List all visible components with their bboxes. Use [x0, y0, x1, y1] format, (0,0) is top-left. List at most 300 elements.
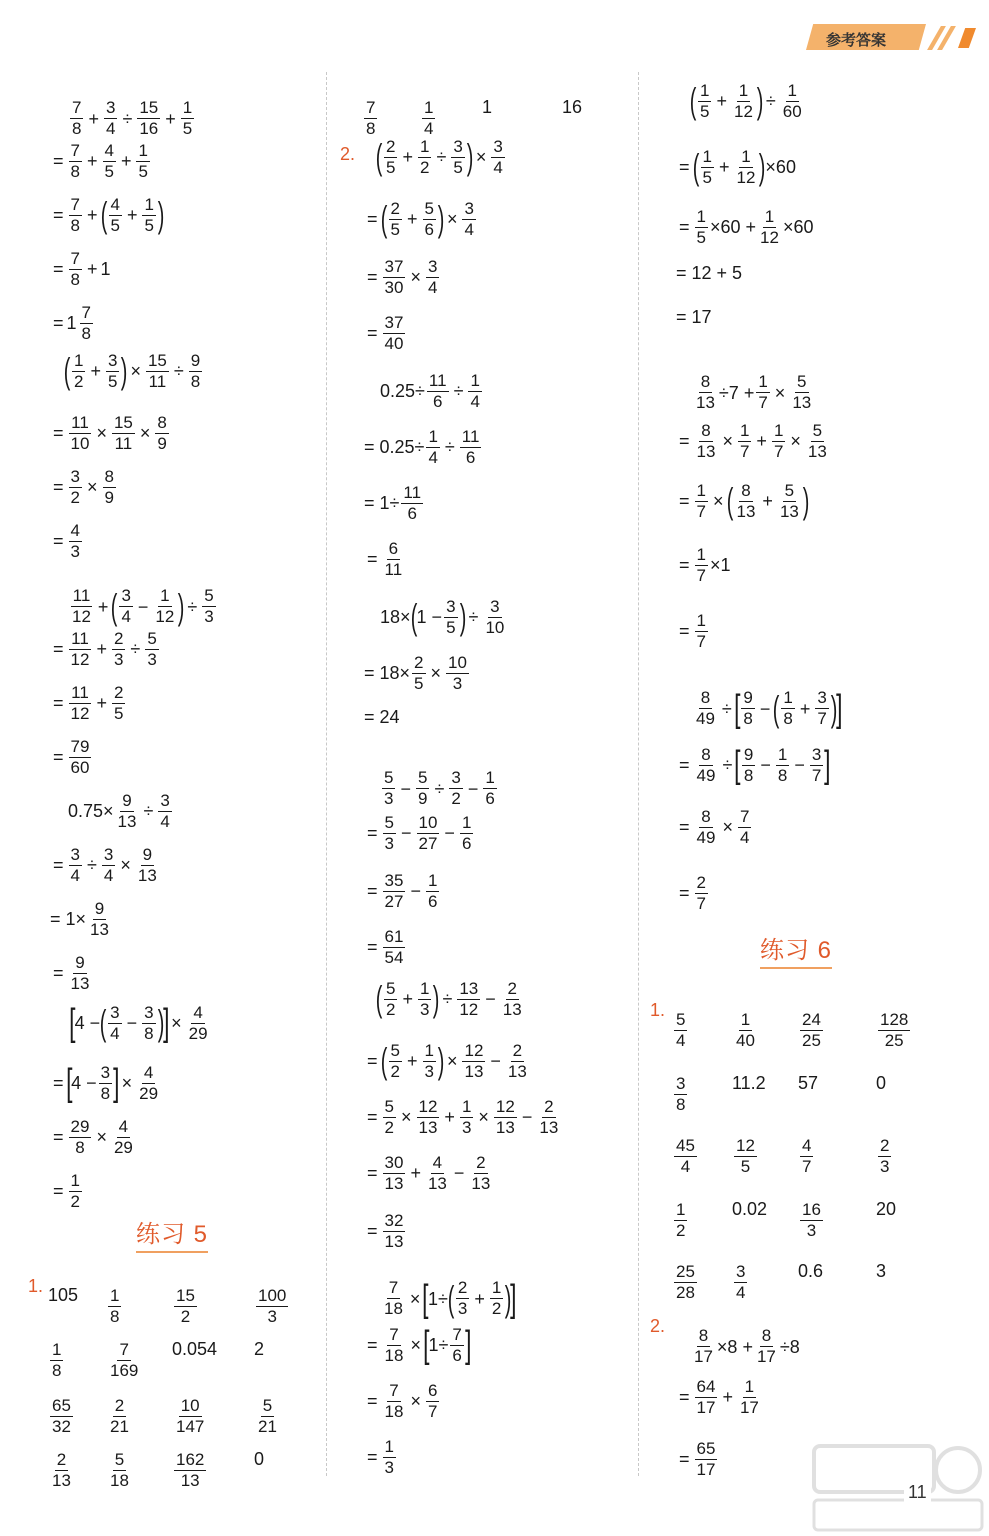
- fraction: [695, 545, 708, 586]
- equation-line: [364, 1436, 398, 1477]
- numerator: 15: [147, 350, 167, 370]
- fraction: [70, 586, 93, 627]
- operator: −: [400, 823, 412, 843]
- answer-cell: [732, 1010, 759, 1050]
- operator: =: [53, 423, 64, 443]
- denominator: 8: [743, 709, 753, 728]
- numerator: 5: [384, 1096, 394, 1116]
- denominator: 5: [182, 119, 193, 138]
- denominator: 32: [52, 1417, 71, 1436]
- denominator: 13: [384, 1173, 404, 1193]
- parenthesis: ): [157, 194, 165, 235]
- text-term: 2: [254, 1339, 265, 1359]
- numerator: 61: [384, 926, 404, 946]
- operator: =: [367, 881, 378, 901]
- numerator: 11: [428, 370, 447, 390]
- answer-cell: [798, 1010, 825, 1050]
- fraction: [383, 927, 406, 968]
- equation-line: [676, 544, 731, 585]
- denominator: 13: [471, 1173, 491, 1193]
- equation-line: [380, 768, 499, 808]
- fraction: [69, 683, 92, 724]
- answer-cell: [732, 1262, 749, 1302]
- numerator: 3: [110, 1002, 120, 1022]
- fraction: [732, 81, 755, 122]
- fraction: [426, 257, 439, 298]
- equation-line: [50, 140, 152, 181]
- numerator: 11: [71, 682, 89, 702]
- denominator: 12: [760, 227, 779, 247]
- equation-line: [676, 872, 710, 913]
- numerator: 12: [418, 1096, 438, 1116]
- parenthesis: (: [63, 350, 71, 391]
- operator: ÷: [86, 855, 97, 875]
- numerator: 2: [696, 872, 706, 892]
- denominator: 4: [464, 219, 474, 239]
- fraction: [69, 1171, 82, 1212]
- operator: =: [679, 431, 690, 451]
- numerator: 15: [139, 98, 159, 117]
- equation-line: [68, 585, 218, 627]
- fraction: [108, 1340, 140, 1381]
- denominator: 11: [148, 371, 167, 391]
- numerator: 7: [72, 98, 82, 117]
- answer-cell: [420, 98, 437, 138]
- fraction: [426, 871, 439, 912]
- numerator: 1: [758, 372, 768, 391]
- numerator: 1: [787, 80, 797, 100]
- column-middle: [330, 0, 650, 1536]
- fraction: [426, 1153, 449, 1194]
- denominator: 10: [485, 617, 505, 637]
- numerator: 4: [802, 1136, 812, 1155]
- equation-line: [364, 1096, 562, 1137]
- equation-line: [50, 194, 165, 235]
- numerator: 37: [384, 256, 404, 276]
- numerator: 9: [743, 688, 753, 707]
- fraction: [695, 421, 718, 462]
- numerator: 2: [390, 198, 400, 218]
- denominator: 29: [139, 1083, 159, 1103]
- operator: =: [53, 747, 64, 767]
- denominator: 6: [452, 1345, 462, 1365]
- numerator: 1: [70, 1170, 80, 1190]
- answer-cell: [48, 1340, 65, 1380]
- fraction: [423, 1041, 436, 1082]
- fraction: [80, 303, 93, 344]
- fraction: [69, 413, 92, 454]
- numerator: 1: [427, 870, 438, 890]
- equation-line: [50, 302, 95, 343]
- fraction: [88, 899, 111, 940]
- denominator: 5: [446, 617, 456, 637]
- numerator: 2: [56, 1450, 67, 1469]
- fraction: [418, 979, 431, 1020]
- denominator: 11: [114, 433, 133, 453]
- equation-line: [676, 744, 831, 786]
- denominator: 2: [451, 789, 461, 808]
- equation-line: [50, 1170, 84, 1211]
- operator: =: [53, 1127, 64, 1147]
- question-number: [650, 1001, 671, 1019]
- operator: =: [679, 157, 690, 177]
- denominator: 12: [733, 101, 753, 121]
- fraction: [506, 1041, 529, 1082]
- numerator: 11: [71, 628, 89, 648]
- question-label: 2.: [340, 144, 356, 164]
- denominator: 8: [52, 1361, 62, 1380]
- operator: ÷: [143, 801, 154, 821]
- operator: ×: [139, 423, 151, 443]
- fraction: [501, 979, 524, 1020]
- numerator: 2: [114, 1396, 125, 1415]
- fraction: [878, 1136, 891, 1177]
- fraction: [772, 421, 785, 462]
- denominator: 3: [461, 1117, 472, 1137]
- denominator: 3: [806, 1221, 817, 1240]
- bracket: [: [69, 1002, 76, 1044]
- numerator: 3: [100, 1062, 111, 1082]
- denominator: 4: [470, 391, 480, 411]
- equation-line: [69, 1002, 212, 1044]
- denominator: 8: [783, 709, 793, 728]
- fraction: [69, 467, 82, 508]
- denominator: 12: [736, 167, 756, 187]
- numerator: 1: [138, 140, 148, 160]
- fraction: [734, 1136, 757, 1177]
- answer-cell: [876, 1074, 886, 1092]
- numerator: 2: [544, 1096, 554, 1116]
- operator: =: [53, 693, 64, 713]
- numerator: 25: [676, 1262, 695, 1281]
- numerator: 3: [107, 350, 118, 370]
- fraction: [701, 147, 714, 188]
- operator: ×: [410, 267, 421, 287]
- denominator: 13: [807, 441, 827, 461]
- answer-cell: [672, 1200, 689, 1240]
- numerator: 3: [427, 256, 438, 276]
- operator: −: [759, 698, 771, 719]
- operator: −: [521, 1107, 533, 1127]
- numerator: 2: [113, 628, 124, 648]
- operator: ×: [712, 491, 724, 511]
- denominator: 9: [157, 433, 167, 453]
- denominator: 13: [384, 1231, 404, 1251]
- text-term: 0.75×: [68, 801, 114, 821]
- fraction: [695, 873, 708, 914]
- fraction: [695, 611, 708, 652]
- bracket: ]: [113, 1062, 120, 1104]
- answer-cell: [798, 1262, 823, 1280]
- fraction: [112, 413, 135, 454]
- numerator: 8: [104, 466, 114, 486]
- numerator: 1: [144, 194, 154, 214]
- operator: ÷: [436, 147, 447, 167]
- denominator: 21: [110, 1417, 129, 1436]
- fraction: [494, 1097, 517, 1138]
- fraction: [781, 688, 794, 729]
- numerator: 1: [740, 1010, 751, 1029]
- parenthesis: ): [756, 80, 764, 121]
- denominator: 25: [884, 1031, 904, 1050]
- fraction: [457, 979, 480, 1020]
- operator: ×: [121, 1073, 133, 1093]
- denominator: 13: [418, 1117, 438, 1137]
- answer-cell: [48, 1286, 78, 1304]
- fraction: [136, 845, 159, 886]
- fraction: [449, 768, 462, 809]
- numerator: 3: [121, 586, 131, 605]
- fraction: [450, 1325, 463, 1366]
- operator: ÷: [434, 778, 445, 799]
- parenthesis: (: [100, 194, 107, 235]
- denominator: 3: [384, 789, 394, 808]
- fraction: [70, 98, 83, 139]
- denominator: 17: [694, 1347, 713, 1366]
- denominator: 5: [414, 673, 424, 693]
- operator: =: [367, 209, 378, 229]
- parenthesis: ): [437, 198, 445, 239]
- parenthesis: (: [380, 198, 387, 239]
- fraction: [383, 1381, 406, 1422]
- denominator: 7: [427, 1401, 438, 1421]
- denominator: 2: [491, 1299, 502, 1318]
- operator: +: [474, 1288, 485, 1309]
- fraction: [469, 1153, 492, 1194]
- numerator: 7: [389, 1380, 399, 1400]
- fraction: [444, 597, 457, 638]
- denominator: 4: [105, 119, 116, 138]
- numerator: 3: [103, 844, 114, 864]
- denominator: 2: [419, 157, 430, 177]
- answer-cell: [876, 1010, 912, 1050]
- denominator: 8: [777, 765, 788, 785]
- section-title-text: 练习 5: [136, 1214, 208, 1253]
- equation-line: [676, 1376, 763, 1417]
- parenthesis: (: [375, 978, 383, 1019]
- equation-line: [50, 248, 111, 289]
- operator: =: [367, 1335, 378, 1355]
- denominator: 12: [155, 607, 175, 626]
- answer-cell: [254, 1340, 264, 1358]
- numerator: 7: [81, 302, 91, 322]
- operator: +: [402, 147, 413, 167]
- fraction: [674, 1200, 687, 1241]
- parenthesis: (: [380, 1040, 387, 1081]
- page-number: 11: [904, 1482, 931, 1503]
- numerator: 1: [741, 146, 751, 166]
- operator: ×: [171, 1013, 182, 1033]
- denominator: 17: [756, 1347, 776, 1366]
- fraction: [695, 807, 718, 848]
- denominator: 13: [696, 441, 716, 461]
- fraction: [69, 141, 82, 182]
- numerator: 9: [94, 898, 105, 918]
- fraction: [383, 813, 396, 854]
- numerator: 2: [880, 1136, 890, 1155]
- denominator: 8: [81, 323, 91, 343]
- answer-cell: [254, 1396, 281, 1436]
- fraction: [69, 521, 82, 562]
- denominator: 8: [366, 119, 376, 138]
- fraction: [490, 1278, 503, 1319]
- numerator: 29: [70, 1116, 90, 1136]
- fraction: [69, 629, 92, 670]
- fraction: [102, 845, 115, 886]
- fraction: [69, 195, 82, 236]
- numerator: 10: [180, 1396, 200, 1415]
- operator: −: [467, 778, 479, 799]
- equation-line: [692, 372, 815, 412]
- numerator: 7: [452, 1324, 462, 1344]
- denominator: 5: [696, 227, 706, 247]
- fraction: [694, 372, 717, 413]
- numerator: 3: [144, 1002, 154, 1022]
- parenthesis: (: [689, 80, 697, 121]
- operator: ×: [722, 817, 733, 837]
- bracket: ]: [824, 744, 831, 786]
- denominator: 5: [700, 101, 710, 121]
- operator: =: [53, 1181, 64, 1201]
- operator: =: [367, 549, 378, 569]
- denominator: 2: [676, 1221, 686, 1240]
- column-left: [0, 0, 320, 1536]
- fraction: [153, 586, 176, 627]
- numerator: 32: [384, 1210, 404, 1230]
- numerator: 65: [52, 1396, 71, 1415]
- fraction: [142, 195, 155, 236]
- operator: =: [679, 555, 690, 575]
- text-term: 20: [876, 1199, 897, 1219]
- denominator: 2: [74, 371, 84, 391]
- fraction: [383, 539, 405, 580]
- section-title: [136, 1214, 208, 1253]
- parenthesis: ): [459, 596, 466, 637]
- numerator: 1: [419, 978, 430, 998]
- numerator: 1: [702, 146, 712, 166]
- operator: +: [402, 989, 413, 1009]
- text-term: 0: [876, 1073, 887, 1093]
- parenthesis: ): [505, 1277, 512, 1319]
- operator: ÷: [444, 437, 455, 457]
- fraction: [734, 1010, 757, 1051]
- parenthesis: ): [157, 1002, 164, 1043]
- denominator: 13: [495, 1117, 515, 1137]
- numerator: 2: [386, 136, 396, 156]
- numerator: 5: [204, 586, 214, 605]
- numerator: 1: [160, 586, 170, 605]
- numerator: 1: [424, 98, 434, 117]
- denominator: 5: [138, 161, 148, 181]
- numerator: 7: [70, 194, 80, 214]
- operator: =: [53, 639, 64, 659]
- text-term: ×8 +: [716, 1336, 753, 1357]
- operator: =: [367, 937, 378, 957]
- equation-line: [676, 610, 710, 651]
- column-divider: [326, 72, 327, 1476]
- parenthesis: ): [433, 978, 440, 1019]
- answer-cell: [672, 1136, 699, 1176]
- numerator: 128: [880, 1010, 909, 1029]
- denominator: 13: [180, 1471, 200, 1490]
- operator: =: [367, 823, 378, 843]
- text-term: 4 −: [71, 1073, 97, 1093]
- denominator: 8: [110, 1307, 120, 1326]
- operator: ÷: [721, 698, 732, 719]
- denominator: 25: [802, 1031, 821, 1050]
- fraction: [735, 481, 758, 522]
- numerator: 3: [817, 688, 827, 707]
- operator: ×: [446, 1051, 458, 1071]
- text-term: 11.2: [732, 1073, 766, 1093]
- fraction: [69, 845, 82, 886]
- section-title: [760, 930, 832, 969]
- denominator: 3: [384, 833, 394, 853]
- denominator: 49: [696, 827, 716, 847]
- fraction: [694, 688, 717, 729]
- operator: +: [406, 1051, 418, 1071]
- fraction: [695, 207, 708, 248]
- denominator: 3: [452, 673, 463, 693]
- denominator: 8: [100, 1083, 111, 1103]
- fraction: [174, 1396, 206, 1437]
- answer-cell: [562, 98, 582, 116]
- operator: +: [97, 596, 109, 617]
- operator: =: [367, 1107, 378, 1127]
- operator: +: [762, 491, 773, 511]
- fraction: [878, 1010, 910, 1051]
- fraction: [189, 351, 202, 392]
- answer-cell: [798, 1136, 815, 1176]
- numerator: 1: [700, 80, 710, 100]
- text-term: 105: [48, 1285, 79, 1305]
- text-term: ×60 +: [709, 217, 757, 237]
- denominator: 28: [676, 1283, 695, 1302]
- denominator: 13: [427, 1173, 447, 1193]
- denominator: 5: [453, 157, 463, 177]
- fraction: [460, 427, 482, 468]
- fraction: [383, 1097, 396, 1138]
- denominator: 29: [188, 1023, 208, 1043]
- denominator: 7: [696, 893, 706, 913]
- fraction: [382, 768, 395, 809]
- numerator: 3: [676, 1074, 686, 1093]
- numerator: 10: [418, 812, 438, 832]
- numerator: 1: [696, 544, 706, 564]
- bracket: ]: [162, 1002, 169, 1044]
- denominator: 4: [70, 865, 80, 885]
- denominator: 2: [70, 1191, 80, 1211]
- operator: ÷: [130, 639, 141, 659]
- equation-line: [364, 812, 475, 853]
- numerator: 9: [743, 744, 754, 764]
- denominator: 60: [70, 757, 90, 777]
- column-right: [642, 0, 962, 1536]
- operator: =: [679, 621, 690, 641]
- text-term: 0.054: [172, 1339, 218, 1359]
- operator: =: [679, 491, 690, 511]
- fraction: [423, 199, 436, 240]
- answer-cell: [254, 1286, 290, 1326]
- denominator: 7: [696, 501, 706, 521]
- numerator: 2: [512, 1040, 523, 1060]
- operator: ×: [475, 147, 487, 167]
- numerator: 8: [701, 420, 711, 440]
- numerator: 7: [388, 1278, 399, 1297]
- parenthesis: (: [773, 687, 780, 729]
- numerator: 3: [811, 744, 822, 764]
- parenthesis: (: [447, 1277, 455, 1319]
